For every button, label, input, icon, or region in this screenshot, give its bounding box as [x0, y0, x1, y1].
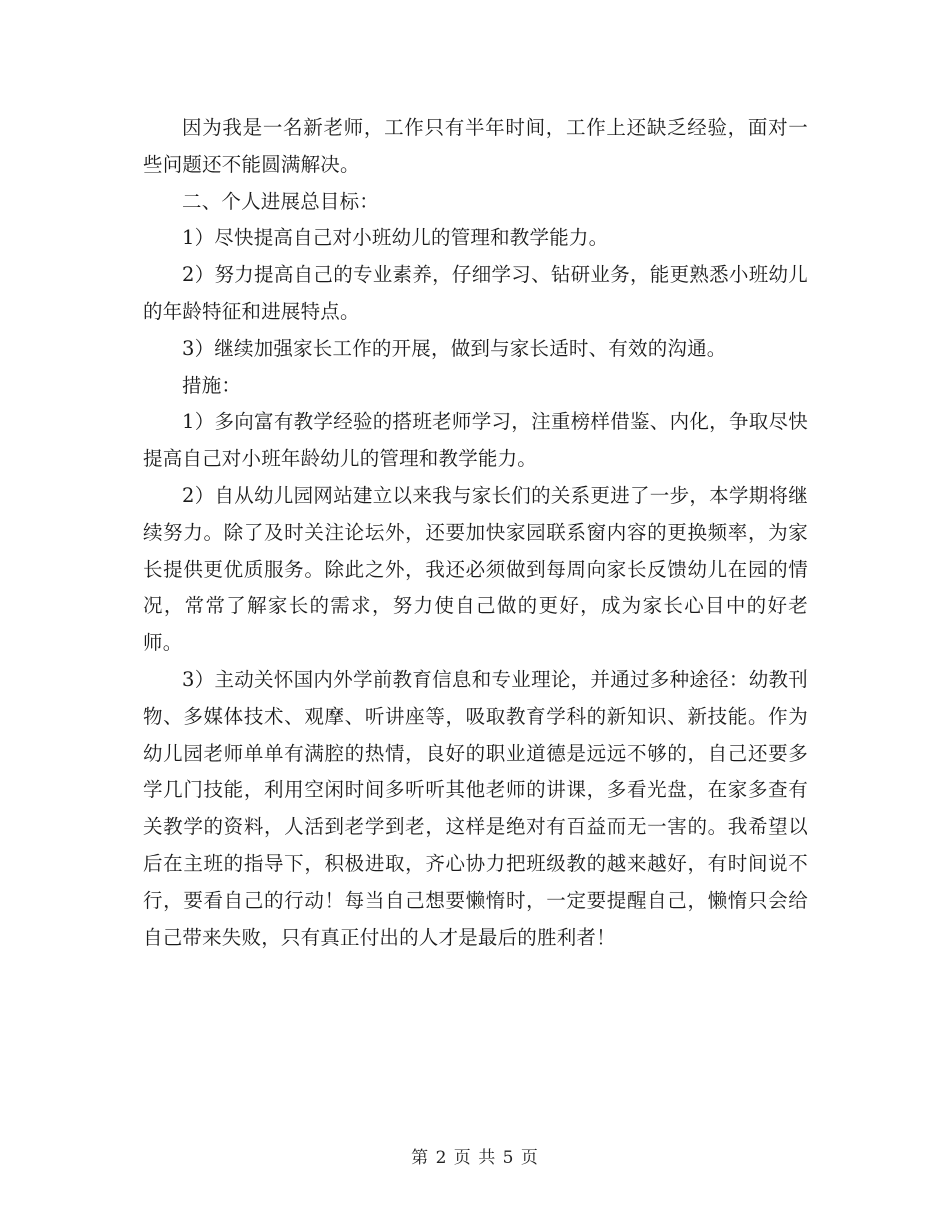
paragraph-measure-2: 2）自从幼儿园网站建立以来我与家长们的关系更进了一步，本学期将继续努力。除了及时关注论坛外，还要加快家园联系窗内容的更换频率，为家长提供更优质服务。除此之外，我还必须做到每周向家长反馈幼儿在园的情况，常常了解家长的需求，努力使自己做的更好，成为家长心目中的好老师。	[143, 483, 808, 655]
paragraph-intro: 因为我是一名新老师，工作只有半年时间，工作上还缺乏经验，面对一些问题还不能圆满解决。	[143, 116, 808, 176]
paragraph-measure-1: 1）多向富有教学经验的搭班老师学习，注重榜样借鉴、内化，争取尽快提高自己对小班年龄幼儿的管理和教学能力。	[143, 410, 808, 471]
paragraph-goal-1: 1）尽快提高自己对小班幼儿的管理和教学能力。	[182, 226, 609, 250]
document-body	[143, 110, 808, 956]
paragraph-goal-3: 3）继续加强家长工作的开展，做到与家长适时、有效的沟通。	[182, 336, 727, 360]
page-footer	[0, 1146, 950, 1170]
page-number-label: 第 2 页 共 5 页	[411, 1148, 539, 1168]
paragraph-measures-heading: 措施：	[182, 373, 242, 397]
paragraph-goal-2: 2）努力提高自己的专业素养，仔细学习、钻研业务，能更熟悉小班幼儿的年龄特征和进展特点。	[143, 263, 808, 323]
paragraph-measure-3: 3）主动关怀国内外学前教育信息和专业理论，并通过多种途径：幼教刊物、多媒体技术、观摩、听讲座等，吸取教育学科的新知识、新技能。作为幼儿园老师单单有满腔的热情，良好的职业道德是远远不够的，自己还要多学几门技能，利用空闲时间多听听其他老师的讲课，多看光盘，在家多查有关教学的资料，人活到老学到老，这样是绝对有百益而无一害的。我希望以后在主班的指导下，积极进取，齐心协力把班级教的越来越好，有时间说不行，要看自己的行动！每当自己想要懒惰时，一定要提醒自己，懒惰只会给自己带来失败，只有真正付出的人才是最后的胜利者！	[143, 667, 808, 949]
paragraph-goals-heading: 二、个人进展总目标：	[182, 189, 380, 213]
